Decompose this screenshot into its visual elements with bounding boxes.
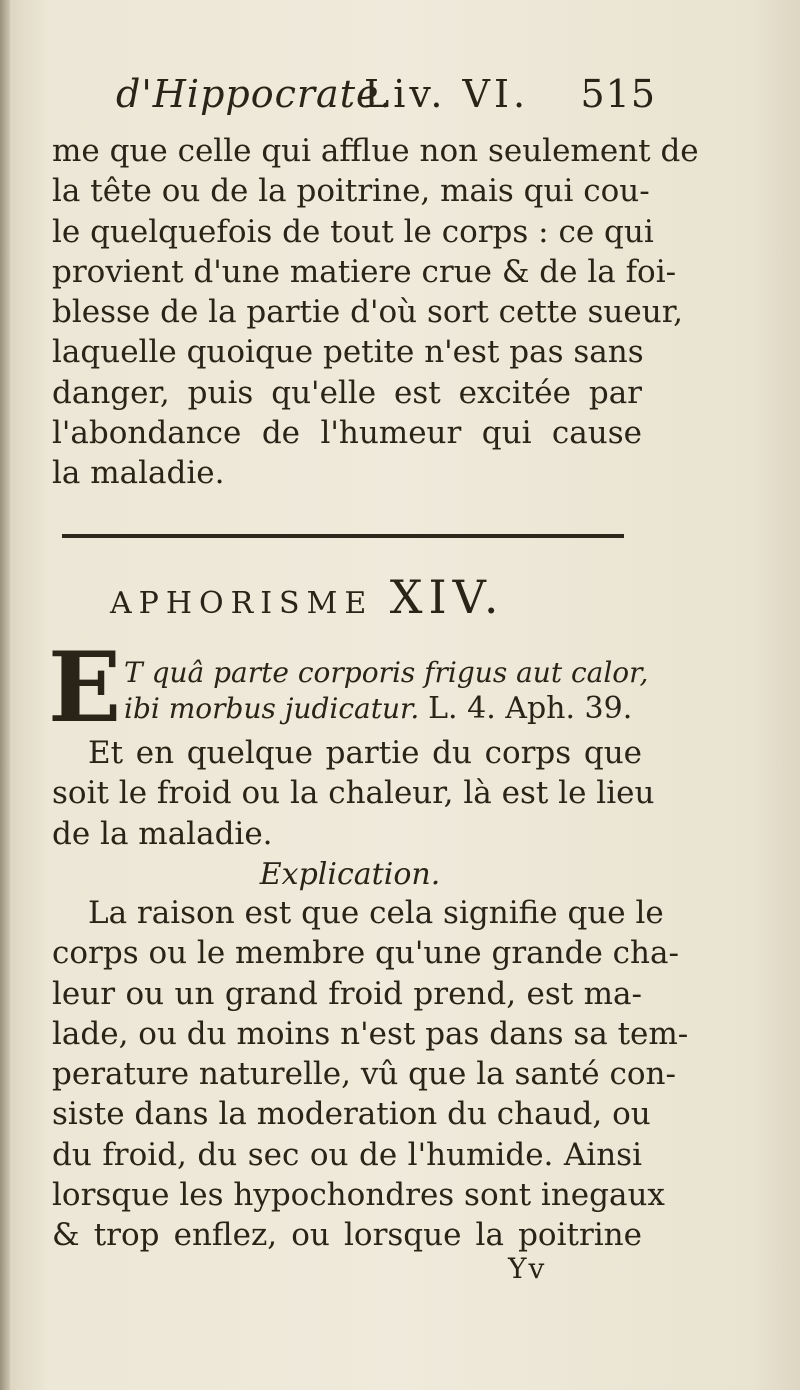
latin-line (124, 691, 644, 727)
signature-mark: Yv (508, 1252, 547, 1285)
text-line: lade, ou du moins n'est pas dans sa tem- (52, 1015, 689, 1052)
text-line: leur ou un grand froid prend, est ma- (52, 975, 642, 1012)
text-line: lorsque les hypochondres sont inegaux (52, 1177, 665, 1214)
latin-line: T quâ parte corporis frigus aut calor, (124, 656, 649, 689)
text-line: du froid, du sec ou de l'humide. Ainsi (52, 1136, 642, 1173)
text-line: soit le froid ou la chaleur, là est le lieu (52, 775, 655, 812)
latin-reference: L. 4. Aph. 39. (428, 691, 633, 726)
text-line: laquelle quoique petite n'est pas sans (52, 334, 644, 371)
text-line: danger, puis qu'elle est excitée par (52, 374, 642, 411)
page-number: 515 (580, 72, 656, 116)
text-line: de la maladie. (52, 815, 273, 852)
aphorism-title (110, 570, 570, 630)
explication-paragraph (52, 893, 689, 1256)
running-header (116, 72, 656, 132)
text-line: blesse de la partie d'où sort cette sueur, (52, 294, 683, 331)
text-line: l'abondance de l'humeur qui cause (52, 415, 642, 452)
text-line: perature naturelle, vû que la santé con- (52, 1056, 676, 1093)
text-line: La raison est que cela signifie que le (88, 895, 664, 931)
latin-line-text: ibi morbus judicatur. (124, 692, 420, 725)
text-line: siste dans la moderation du chaud, ou (52, 1096, 651, 1133)
text-line: le quelquefois de tout le corps : ce qui (52, 213, 654, 250)
text-line: corps ou le membre qu'une grande cha- (52, 935, 679, 972)
running-title: d'Hippocrate. (116, 72, 393, 116)
explication-heading: Explication. (259, 857, 441, 892)
text-line: me que celle qui afflue non seulement de (52, 133, 699, 169)
latin-aphorism (124, 655, 649, 727)
text-line: la tête ou de la poitrine, mais qui cou- (52, 173, 650, 210)
paragraph-continued (52, 131, 699, 494)
aphorism-number: XIV. (389, 570, 505, 624)
page-spine-shadow (0, 0, 10, 1390)
text-line: provient d'une matiere crue & de la foi- (52, 253, 677, 290)
section-divider (62, 534, 624, 538)
text-line: & trop enflez, ou lorsque la poitrine (52, 1217, 642, 1254)
aphorism-label: APHORISME (110, 586, 374, 621)
drop-cap: E (48, 631, 122, 744)
aphorism-translation (52, 733, 655, 854)
text-line: Et en quelque partie du corps que (88, 735, 642, 771)
text-line: la maladie. (52, 455, 225, 492)
book-section: Liv. VI. (364, 72, 530, 116)
